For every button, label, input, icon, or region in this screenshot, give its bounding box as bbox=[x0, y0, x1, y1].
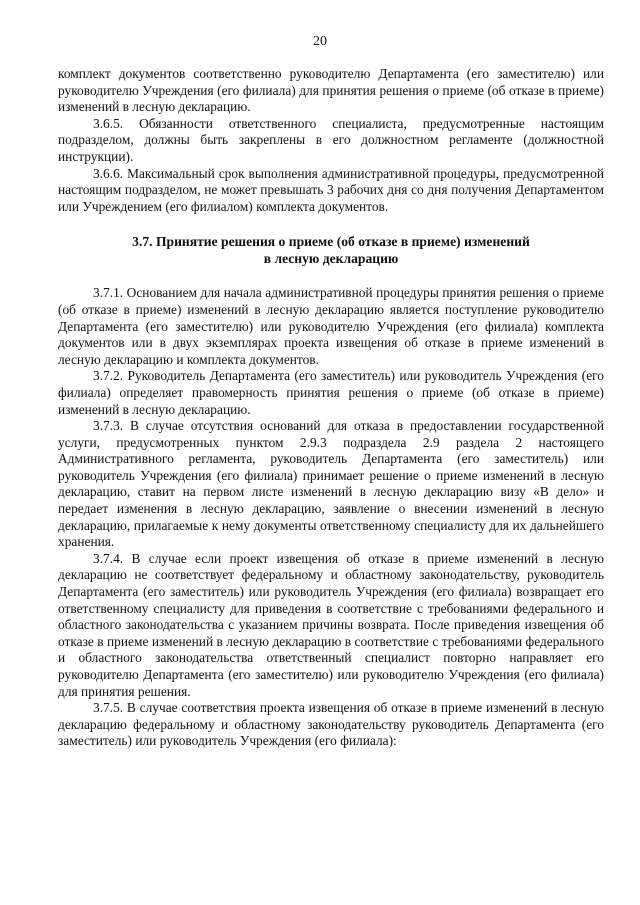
paragraph-3-6-5: 3.6.5. Обязанности ответственного специалиста, предусмотренные настоящим подразделом, должны быть закреплены в его должностном регламенте (должностной инструкции). bbox=[58, 115, 604, 164]
paragraph-3-6-6: 3.6.6. Максимальный срок выполнения административной процедуры, предусмотренной настоящим подразделом, не может превышать 3 рабочих дня со дня получения Департаментом или Учреждением (его филиалом) комплекта документов. bbox=[58, 165, 604, 214]
paragraph-3-7-5: 3.7.5. В случае соответствия проекта извещения об отказе в приеме изменений в лесную декларацию федеральному и областному законодательству руководитель Департамента (его заместитель) или руководитель Учреждения (его филиала): bbox=[58, 700, 604, 749]
paragraph-continuation: комплект документов соответственно руководителю Департамента (его заместителю) или руководителю Учреждения (его филиала) для принятия решения о приеме (об отказе в приеме) изменений в лесную декларацию. bbox=[58, 66, 604, 115]
document-body bbox=[58, 66, 604, 750]
page-number: 20 bbox=[313, 34, 327, 49]
section-heading-line-1: 3.7. Принятие решения о приеме (об отказе в приеме) изменений bbox=[132, 234, 530, 250]
section-heading-3-7 bbox=[58, 233, 604, 267]
section-heading-line-2: в лесную декларацию bbox=[263, 251, 399, 267]
paragraph-3-7-1: 3.7.1. Основанием для начала административной процедуры принятия решения о приеме (об отказе в приеме) изменений в лесную декларацию является поступление руководителю Департамента (его заместителю) или руководителю Учреждения (его филиала) комплекта документов или в двух экземплярах проекта извещения об отказе в приеме изменений в лесную декларацию и комплекта документов. bbox=[58, 285, 604, 367]
paragraph-3-7-4: 3.7.4. В случае если проект извещения об отказе в приеме изменений в лесную декларацию не соответствует федеральному и областному законодательству, руководитель Департамента (его заместитель) или руководитель Учреждения (его филиала) возвращает его ответственному специалисту для приведения в соответствие с требованиями федерального и областного законодательства с указанием причины возврата. После приведения извещения об отказе в приеме изменений в лесную декларацию в соответствие с требованиями федерального и областного законодательства ответственный специалист повторно направляет его руководителю Департамента (его заместителю) или руководителю Учреждения (его филиала) для принятия решения. bbox=[58, 550, 604, 699]
paragraph-3-7-2: 3.7.2. Руководитель Департамента (его заместитель) или руководитель Учреждения (его филиала) определяет правомерность принятия решения о приеме (об отказе в приеме) изменений в лесную декларацию. bbox=[58, 368, 604, 417]
paragraph-3-7-3: 3.7.3. В случае отсутствия оснований для отказа в предоставлении государственной услуги, предусмотренных пунктом 2.9.3 подраздела 2.9 раздела 2 настоящего Административного регламента, руководитель Департамента (его заместитель) или руководитель Учреждения (его филиала) принимает решение о приеме изменений в лесную декларацию, ставит на первом листе изменений в лесную декларацию визу «В дело» и передает изменения в лесную декларацию, заявление о внесении изменений в лесную декларацию, прилагаемые к нему документы ответственному специалисту для их дальнейшего хранения. bbox=[58, 418, 604, 550]
